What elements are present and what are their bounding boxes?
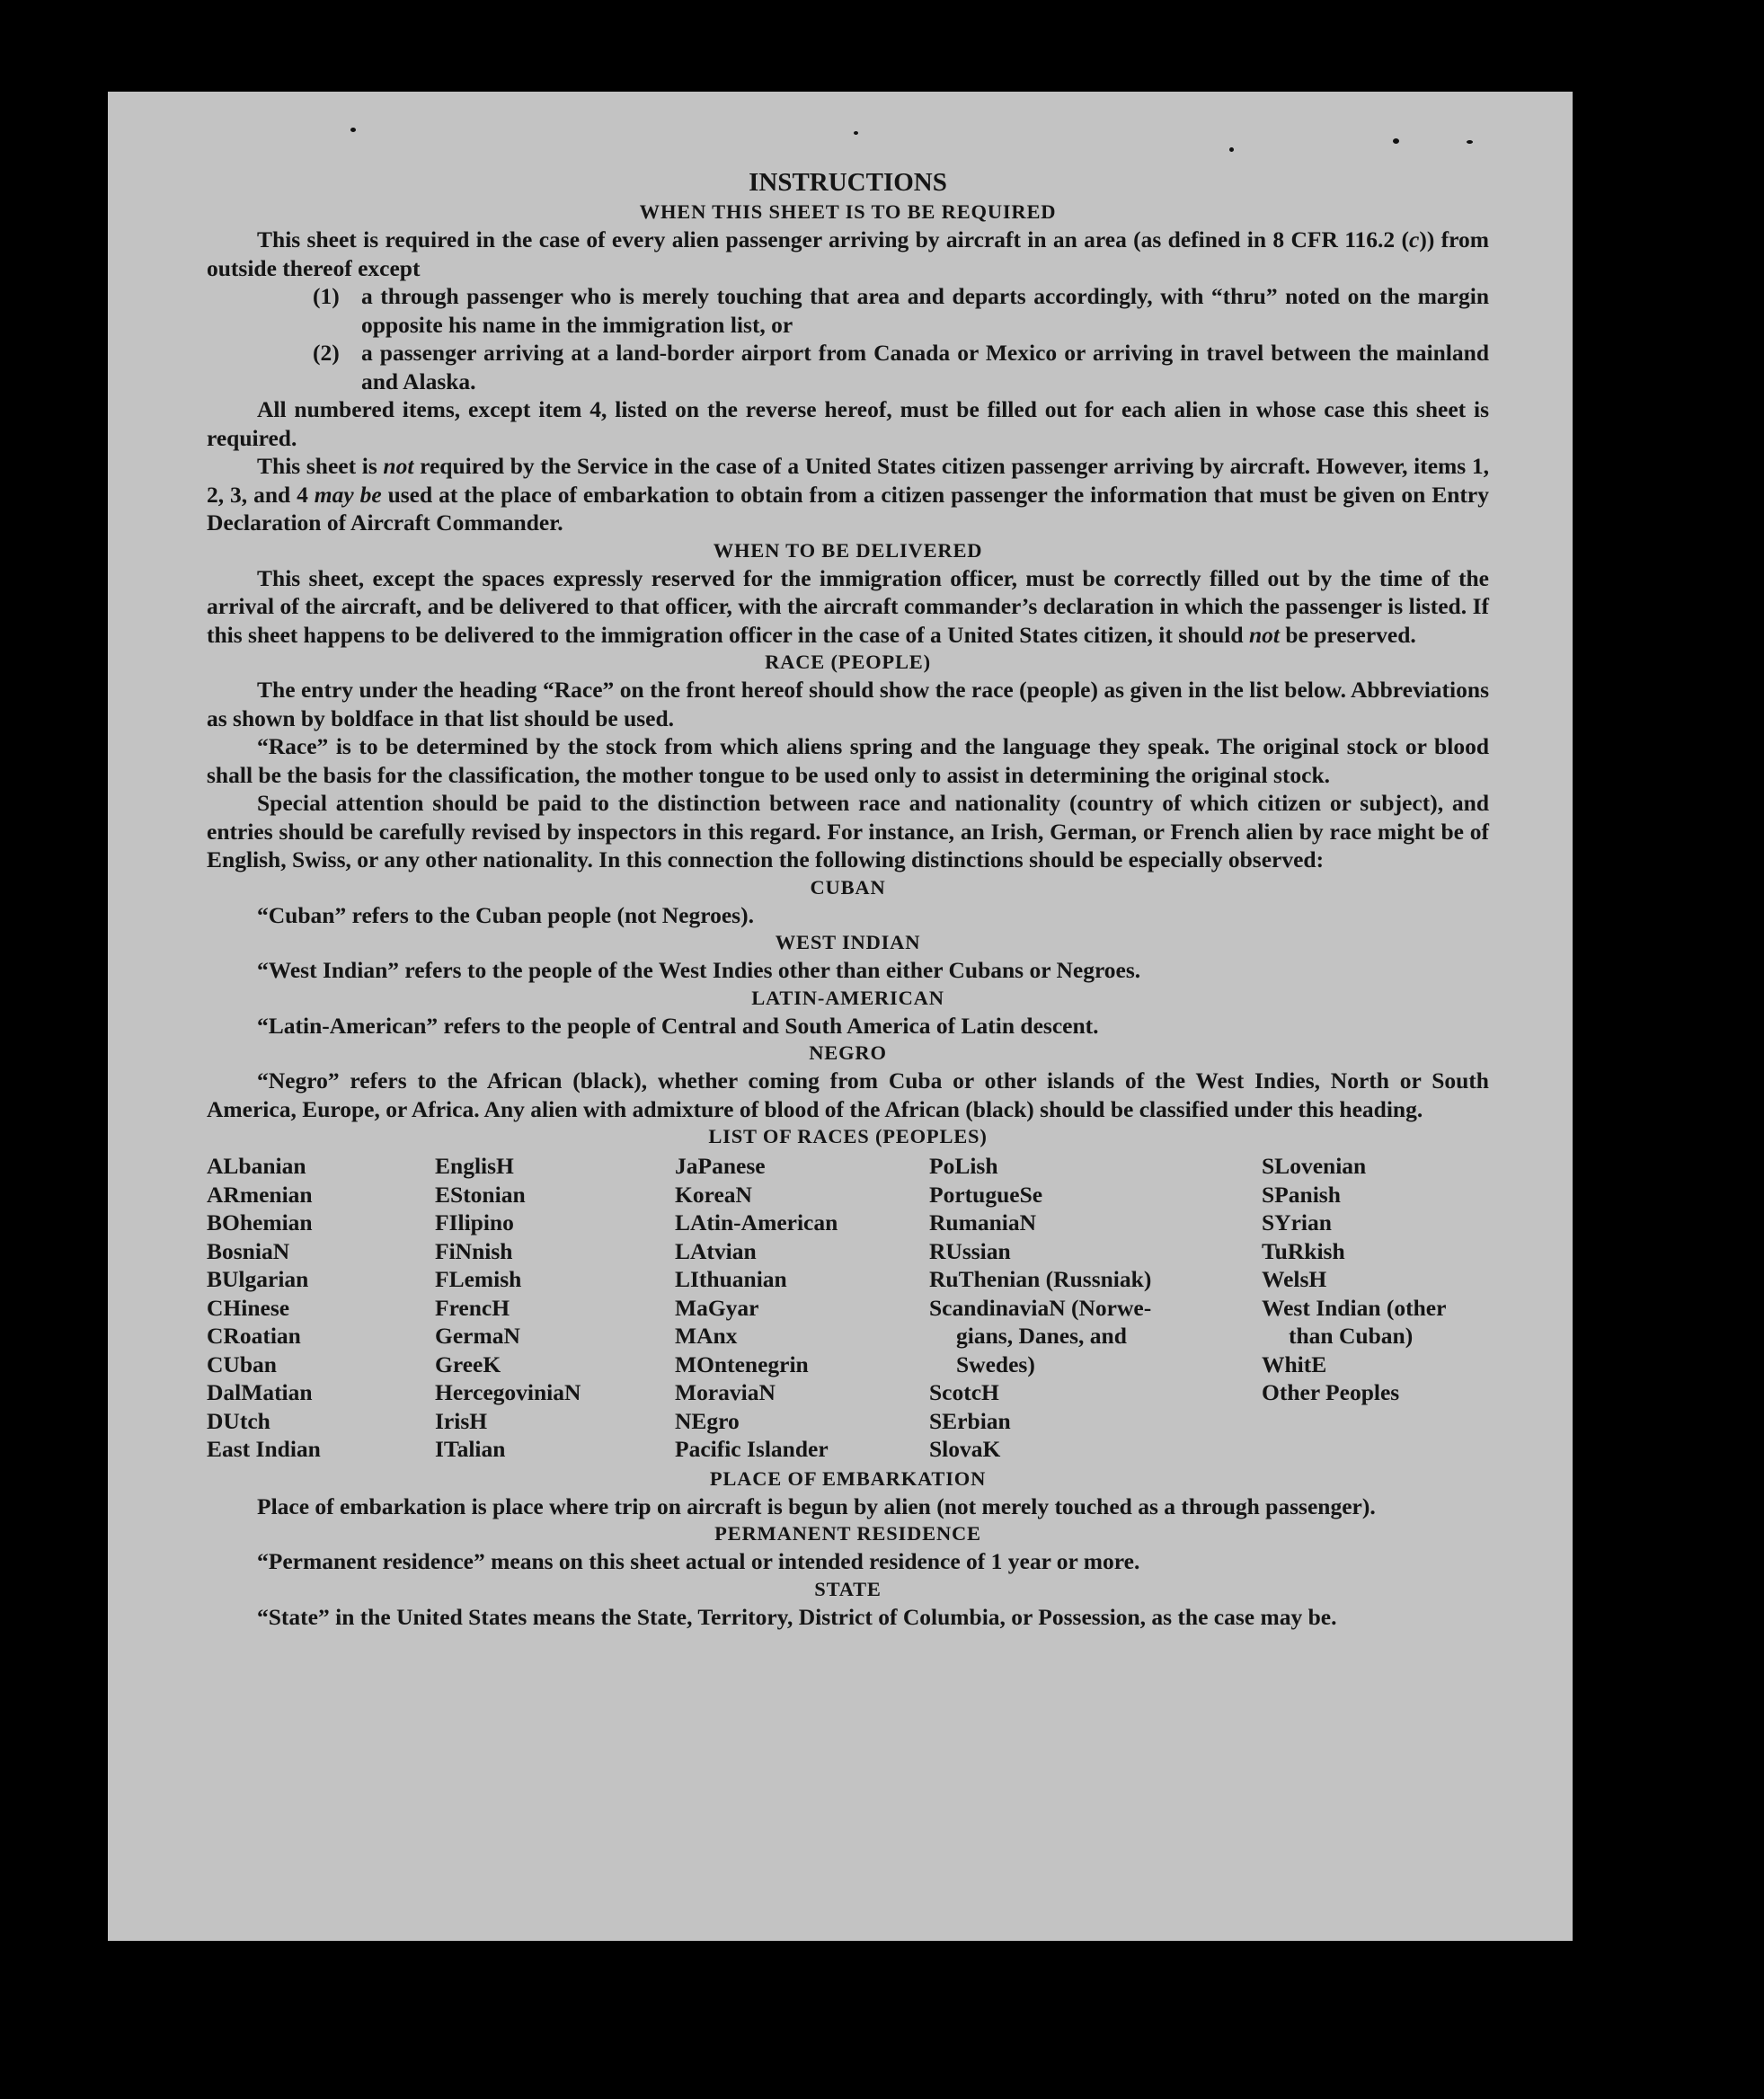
race-entry: ScotcH	[929, 1379, 999, 1405]
section-embarkation	[207, 1466, 1489, 1521]
races-column	[435, 1152, 675, 1464]
scan-speck	[1467, 140, 1473, 144]
section-list-of-races	[207, 1123, 1489, 1464]
section-heading: PLACE OF EMBARKATION	[709, 1466, 987, 1490]
section-heading: CUBAN	[810, 875, 886, 899]
scan-speck	[1229, 147, 1234, 152]
race-entry-continuation: Swedes)	[956, 1351, 1035, 1377]
section-heading: NEGRO	[809, 1041, 887, 1064]
race-entry: DUtch	[207, 1407, 270, 1434]
race-entry: TuRkish	[1262, 1237, 1345, 1264]
item-number: (1)	[313, 283, 340, 309]
instructions-page	[207, 167, 1489, 1631]
race-entry: SLovenian	[1262, 1153, 1367, 1179]
section-when-delivered	[207, 537, 1489, 650]
race-entry: GermaN	[435, 1323, 520, 1349]
section-heading: WHEN THIS SHEET IS TO BE REQUIRED	[639, 200, 1057, 223]
section-heading: STATE	[814, 1577, 882, 1600]
race-entry: NEgro	[675, 1407, 740, 1434]
section-state	[207, 1576, 1489, 1632]
race-entry: PoLish	[929, 1153, 998, 1179]
race-entry: CHinese	[207, 1294, 290, 1321]
race-entry: SPanish	[1262, 1181, 1341, 1208]
scan-speck	[1393, 138, 1399, 144]
race-entry: FrencH	[435, 1294, 510, 1321]
race-entry: LAtin-American	[675, 1209, 838, 1235]
races-table	[207, 1152, 1489, 1464]
item-text: a through passenger who is merely touching that area and departs accordingly, with “thru” noted on the margin opposite his name in the immigration list, or	[361, 283, 1489, 338]
paragraph: Special attention should be paid to the distinction between race and nationality (country of which citizen or subject), and entries should be carefully revised by inspectors in this regard. For instance, an Irish, German, or French alien by race might be of English, Swiss, or any other nationality. In this connection the following distinctions should be especially observed:	[207, 790, 1489, 872]
race-entry: ITalian	[435, 1436, 506, 1462]
page-title: INSTRUCTIONS	[749, 168, 947, 197]
section-race	[207, 649, 1489, 874]
section-negro	[207, 1040, 1489, 1123]
race-entry: CRoatian	[207, 1323, 301, 1349]
definition-text: “West Indian” refers to the people of the West Indies other than either Cubans or Negroes.	[257, 957, 1141, 983]
definition-text: “State” in the United States means the State, Territory, District of Columbia, or Possession, as the case may be.	[257, 1603, 1337, 1630]
race-entry: GreeK	[435, 1351, 501, 1377]
paragraph: This sheet is required in the case of every alien passenger arriving by aircraft in an area (as defined in 8 CFR 116.2 (c)) from outside thereof except	[207, 226, 1489, 281]
section-heading: WEST INDIAN	[775, 931, 921, 953]
race-entry: DalMatian	[207, 1379, 313, 1405]
races-column	[929, 1152, 1262, 1464]
section-heading: WHEN TO BE DELIVERED	[713, 538, 983, 562]
race-entry: HercegoviniaN	[435, 1379, 581, 1405]
race-entry: ScandinaviaN (Norwe-	[929, 1294, 1152, 1321]
definition-text: “Latin-American” refers to the people of Central and South America of Latin descent.	[257, 1012, 1099, 1039]
document-sheet	[108, 92, 1573, 1941]
definition-text: “Negro” refers to the African (black), whether coming from Cuba or other islands of the West Indies, North or South America, Europe, or Africa. Any alien with admixture of blood of the African (black) should be classified under this heading.	[207, 1067, 1489, 1122]
paragraph: All numbered items, except item 4, listed on the reverse hereof, must be filled out for each alien in whose case this sheet is required.	[207, 396, 1489, 451]
item-number: (2)	[313, 340, 340, 366]
race-entry: SErbian	[929, 1407, 1011, 1434]
section-when-required	[207, 199, 1489, 537]
section-heading: LATIN-AMERICAN	[751, 986, 944, 1009]
paragraph: This sheet is not required by the Service in the case of a United States citizen passenger arriving by aircraft. However, items 1, 2, 3, and 4 may be used at the place of embarkation to obtain from a citizen passenger the information that must be given on Entry Declaration of Aircraft Commander.	[207, 453, 1489, 536]
race-entry: IrisH	[435, 1407, 488, 1434]
race-entry: PortugueSe	[929, 1181, 1043, 1208]
race-entry: FLemish	[435, 1266, 522, 1292]
race-entry: LIthuanian	[675, 1266, 787, 1292]
race-entry: SlovaK	[929, 1436, 1001, 1462]
race-entry: MOntenegrin	[675, 1351, 809, 1377]
race-entry: CUban	[207, 1351, 277, 1377]
definition-text: “Cuban” refers to the Cuban people (not Negroes).	[257, 901, 754, 928]
race-entry: BOhemian	[207, 1209, 313, 1235]
definition-text: Place of embarkation is place where trip on aircraft is begun by alien (not merely touched as a through passenger).	[257, 1492, 1376, 1519]
race-entry: ARmenian	[207, 1181, 313, 1208]
race-entry: SYrian	[1262, 1209, 1332, 1235]
paragraph: The entry under the heading “Race” on the front hereof should show the race (people) as given in the list below. Abbreviations as shown by boldface in that list should be used.	[207, 677, 1489, 731]
race-entry: Pacific Islander	[675, 1436, 829, 1462]
race-entry: MaGyar	[675, 1294, 759, 1321]
section-heading: LIST OF RACES (PEOPLES)	[708, 1125, 988, 1147]
race-entry: EStonian	[435, 1181, 526, 1208]
race-entry: JaPanese	[675, 1153, 766, 1179]
race-entry: West Indian (other	[1262, 1294, 1447, 1321]
race-entry: KoreaN	[675, 1181, 752, 1208]
race-entry: WhitE	[1262, 1351, 1327, 1377]
races-column	[675, 1152, 929, 1464]
race-entry: RumaniaN	[929, 1209, 1037, 1235]
scan-speck	[854, 131, 858, 135]
race-entry-continuation: than Cuban)	[1289, 1323, 1414, 1349]
race-entry: FiNnish	[435, 1237, 513, 1264]
scan-speck	[350, 128, 356, 132]
race-entry: BosniaN	[207, 1237, 290, 1264]
races-column	[1262, 1152, 1489, 1464]
race-entry-continuation: gians, Danes, and	[956, 1323, 1127, 1349]
item-text: a passenger arriving at a land-border airport from Canada or Mexico or arriving in travel between the mainland and Alaska.	[361, 340, 1489, 394]
race-entry: RUssian	[929, 1237, 1011, 1264]
race-entry: EnglisH	[435, 1153, 514, 1179]
exception-item	[207, 339, 1489, 395]
race-entry: East Indian	[207, 1436, 321, 1462]
race-entry: ALbanian	[207, 1153, 306, 1179]
race-entry: BUlgarian	[207, 1266, 309, 1292]
section-latin-american	[207, 985, 1489, 1041]
section-heading: PERMANENT RESIDENCE	[714, 1522, 981, 1545]
race-entry: FIlipino	[435, 1209, 514, 1235]
definition-text: “Permanent residence” means on this sheet actual or intended residence of 1 year or more.	[257, 1548, 1140, 1574]
race-entry: MoraviaN	[675, 1379, 776, 1405]
race-entry: MAnx	[675, 1323, 738, 1349]
races-column	[207, 1152, 435, 1464]
section-heading: RACE (PEOPLE)	[765, 651, 931, 673]
section-permanent-residence	[207, 1520, 1489, 1576]
section-west-indian	[207, 929, 1489, 985]
section-cuban	[207, 874, 1489, 930]
paragraph: This sheet, except the spaces expressly reserved for the immigration officer, must be correctly filled out by the time of the arrival of the aircraft, and be delivered to that officer, with the aircraft commander’s declaration in which the passenger is listed. If this sheet happens to be delivered to the immigration officer in the case of a United States citizen, it should not be preserved.	[207, 564, 1489, 648]
race-entry: WelsH	[1262, 1266, 1327, 1292]
race-entry: RuThenian (Russniak)	[929, 1266, 1152, 1292]
paragraph: “Race” is to be determined by the stock from which aliens spring and the language they speak. The original stock or blood shall be the basis for the classification, the mother tongue to be used only to assist in determining the original stock.	[207, 733, 1489, 788]
exception-item	[207, 282, 1489, 339]
race-entry: Other Peoples	[1262, 1379, 1400, 1405]
race-entry: LAtvian	[675, 1237, 757, 1264]
